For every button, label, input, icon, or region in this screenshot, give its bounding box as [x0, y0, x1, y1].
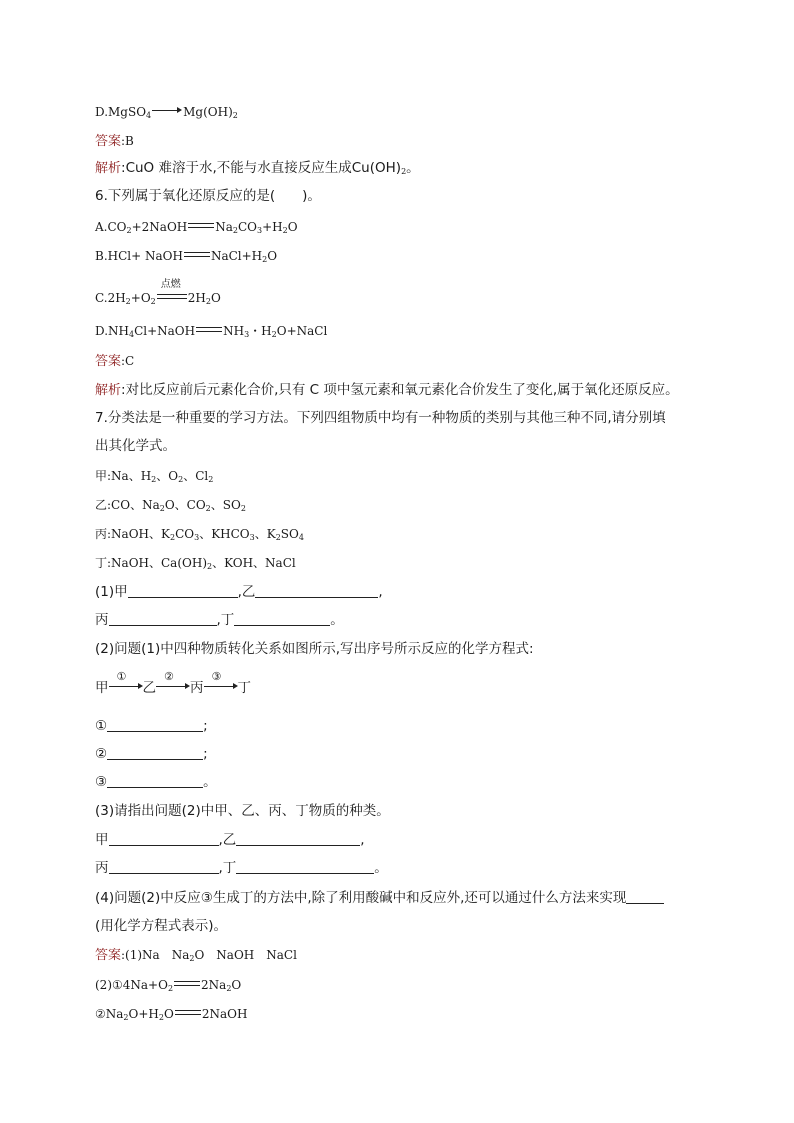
answer-blank[interactable] — [109, 833, 219, 846]
reaction-condition: 点燃 — [157, 291, 187, 299]
question-7-line1: 7.分类法是一种重要的学习方法。下列四组物质中均有一种物质的类别与其他三种不同,请分别填 — [95, 410, 666, 426]
question-7-line2: 出其化学式。 — [95, 438, 176, 454]
answer-line: 答案:C — [95, 354, 135, 369]
group-jia: 甲:Na、$H_2$、$O_2$、$Cl_2$ — [95, 469, 214, 484]
arrow-icon: ③ — [204, 681, 238, 689]
option-6c: $C.2H_2+O_2$ 点燃 $2H_2O$ — [95, 279, 221, 306]
answer-blank[interactable] — [107, 775, 203, 788]
part-1-line2: 丙 ,丁 。 — [95, 612, 344, 628]
option-6a: $A.CO_2+2NaOH$ $Na_2CO_3+H_2O$ — [95, 220, 298, 235]
blank-3: ③ 。 — [95, 774, 217, 790]
explanation-line: 解析:对比反应前后元素化合价,只有 C 项中氢元素和氧元素化合价发生了变化,属于氧化还原反应。 — [95, 382, 679, 398]
answer-blank[interactable] — [109, 613, 217, 626]
equals-sign — [188, 223, 214, 228]
answer-blank[interactable] — [236, 861, 374, 874]
option-6b: B.HCl+ NaOH $NaCl+H_2O$ — [95, 249, 278, 264]
part-4-line2: (用化学方程式表示)。 — [95, 918, 228, 934]
arrow-icon: ① — [109, 681, 143, 689]
conversion-chain: 甲 ① 乙 ② 丙 ③ 丁 — [95, 670, 251, 696]
group-ding: 丁:NaOH、$Ca(OH)_2$、KOH、NaCl — [95, 556, 296, 571]
part-4-line1: (4)问题(2)中反应③生成丁的方法中,除了利用酸碱中和反应外,还可以通过什么方法来实现 — [95, 890, 664, 906]
equals-sign — [174, 981, 200, 986]
part-3-line2: 丙 ,丁 。 — [95, 860, 388, 876]
answer-blank[interactable] — [236, 833, 360, 846]
explanation-line: 解析:CuO 难溶于水,不能与水直接反应生成$Cu(OH)_2$。 — [95, 160, 420, 176]
option-6d-prev: D.MgSO$_4$ $Mg(OH)_2$ — [95, 105, 238, 120]
answer-blank[interactable] — [255, 585, 378, 598]
answer-equation-1: $(2)①4Na+O_2$ $2Na_2O$ — [95, 978, 242, 993]
arrow-icon: ② — [156, 681, 190, 689]
answer-blank[interactable] — [109, 861, 219, 874]
answer-blank[interactable] — [107, 747, 203, 760]
option-6d: $D.NH_4Cl+NaOH$ $NH_3$・$H_2O+NaCl$ — [95, 324, 328, 339]
blank-1: ① ; — [95, 718, 208, 734]
equals-sign — [184, 252, 210, 257]
answer-line: 答案:B — [95, 134, 134, 149]
group-bing: 丙:NaOH、$K_2CO_3$、$KHCO_3$、$K_2SO_4$ — [95, 527, 304, 542]
answer-blank[interactable] — [128, 585, 238, 598]
equals-sign — [175, 1010, 201, 1015]
group-yi: 乙:CO、$Na_2O$、$CO_2$、$SO_2$ — [95, 498, 246, 513]
answer-blank[interactable] — [107, 719, 203, 732]
equals-sign — [196, 327, 222, 332]
part-3: (3)请指出问题(2)中甲、乙、丙、丁物质的种类。 — [95, 803, 390, 819]
answer-blank[interactable] — [234, 613, 330, 626]
question-6: 6.下列属于氧化还原反应的是( )。 — [95, 188, 321, 204]
part-3-line1: 甲 ,乙 , — [95, 832, 365, 848]
answer-equation-2: $②Na_2O+H_2O$ 2NaOH — [95, 1007, 248, 1022]
arrow-icon — [152, 106, 182, 114]
part-2: (2)问题(1)中四种物质转化关系如图所示,写出序号所示反应的化学方程式: — [95, 641, 534, 657]
answer-line: 答案:(1)Na $Na_2O$ NaOH NaCl — [95, 948, 297, 963]
part-1-line1: (1)甲 ,乙 , — [95, 584, 383, 600]
answer-blank[interactable] — [626, 891, 664, 904]
blank-2: ② ; — [95, 746, 208, 762]
